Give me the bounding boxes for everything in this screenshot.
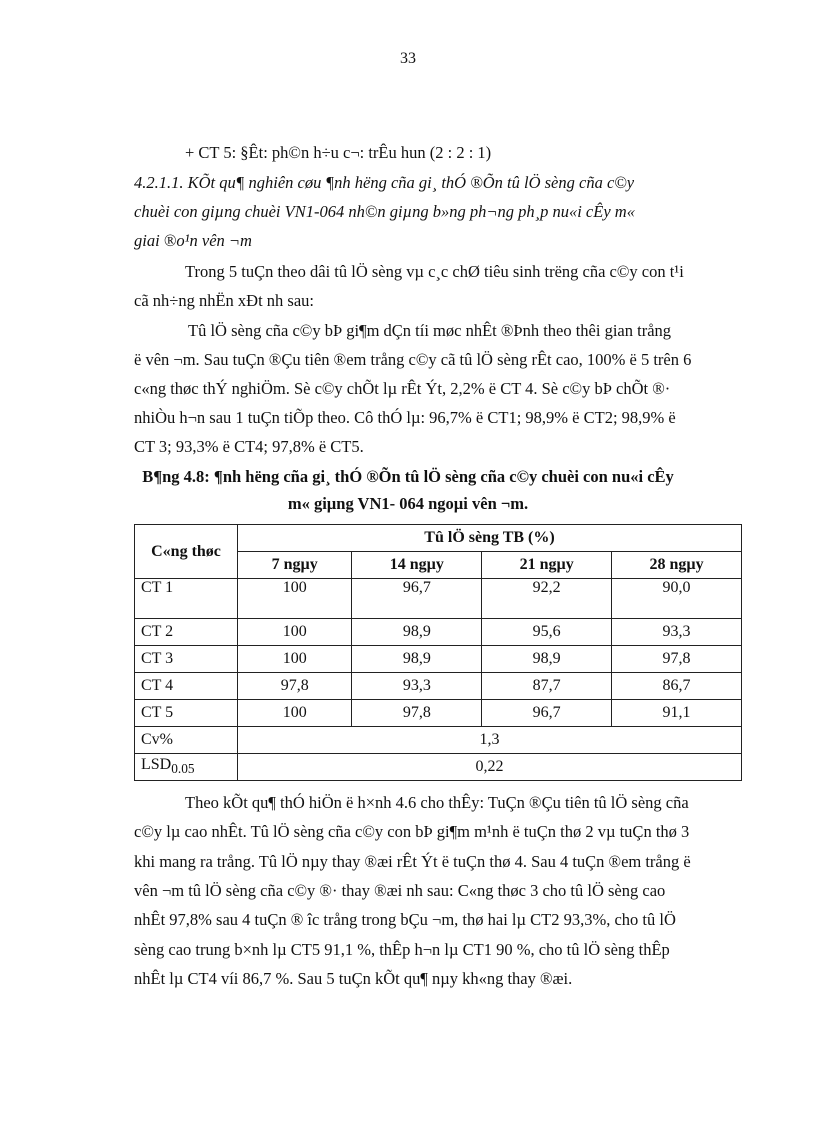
para3-line-1: Theo kÕt qu¶ thÓ hiÖn ë h×nh 4.6 cho thÊy: TuÇn ®Çu tiên tû lÖ sèng cña: [185, 793, 689, 812]
para2-line-5: CT 3; 93,3% ë CT4; 97,8% ë CT5.: [134, 437, 364, 456]
page-number: 33: [400, 50, 416, 67]
cell: 92,2: [482, 579, 612, 619]
cell: 95,6: [482, 619, 612, 646]
para3-line-4: vên ¬m tû lÖ sèng cña c©y ®· thay ®æi nh sau: C«ng thøc 3 cho tû lÖ sèng cao: [134, 881, 666, 900]
cell: 93,3: [612, 619, 742, 646]
cell: 96,7: [352, 579, 482, 619]
lsd-label: LSD: [141, 756, 172, 774]
header-day-21: 21 ngµy: [482, 552, 612, 579]
para1-line-2: cã nh÷ng nhËn xÐt nh sau:: [134, 291, 314, 310]
table-caption-line-2: m« giµng VN1- 064 ngoµi vên ¬m.: [287, 494, 529, 513]
cell: 91,1: [612, 700, 742, 727]
para3-line-2: c©y lµ cao nhÊt. Tû lÖ sèng cña c©y con bÞ gi¶m m¹nh ë tuÇn thø 2 vµ tuÇn thø 3: [134, 822, 690, 841]
cell: 90,0: [612, 579, 742, 619]
cell: 87,7: [482, 673, 612, 700]
table-row: [135, 619, 742, 646]
para3-line-5: nhÊt 97,8% sau 4 tuÇn ® îc trång trong bÇu ¬m, thø hai lµ CT2 93,3%, cho tû lÖ: [134, 910, 676, 929]
para2-line-1: Tû lÖ sèng cña c©y bÞ gi¶m dÇn tíi møc nhÊt ®Þnh theo thêi gian trång: [188, 321, 672, 340]
ct5-line: + CT 5: §Êt: ph©n h÷u c¬: trÊu hun (2 : 2 : 1): [185, 143, 492, 162]
section-heading-line-1: 4.2.1.1. KÕt qu¶ nghiên cøu ¶nh hëng cña gi¸ thÓ ®Õn tû lÖ sèng cña c©y: [134, 173, 635, 192]
cell: 100: [238, 700, 352, 727]
cell: 97,8: [352, 700, 482, 727]
para3-line-7: nhÊt lµ CT4 víi 86,7 %. Sau 5 tuÇn kÕt qu¶ nµy kh«ng thay ®æi.: [134, 969, 573, 988]
header-formula: C«ng thøc: [135, 525, 238, 579]
row-label: CT 3: [135, 646, 238, 673]
para2-line-4: nhiÒu h¬n sau 1 tuÇn tiÕp theo. Cô thÓ lµ: 96,7% ë CT1; 98,9% ë CT2; 98,9% ë: [134, 408, 676, 427]
section-heading-line-2: chuèi con giµng chuèi VN1-064 nh©n giµng b»ng ph¬ng ph¸p nu«i cÊy m«: [134, 202, 635, 221]
cell: 97,8: [612, 646, 742, 673]
table-row: [135, 646, 742, 673]
para1-line-1: Trong 5 tuÇn theo dâi tû lÖ sèng vµ c¸c chØ tiêu sinh trëng cña c©y con t¹i: [185, 262, 684, 281]
cell: 97,8: [238, 673, 352, 700]
row-label: CT 2: [135, 619, 238, 646]
header-day-14: 14 ngµy: [352, 552, 482, 579]
para2-line-2: ë vên ¬m. Sau tuÇn ®Çu tiên ®em trång c©y cã tû lÖ sèng rÊt cao, 100% ë 5 trên 6: [134, 350, 692, 369]
table-caption-line-1: B¶ng 4.8: ¶nh hëng cña gi¸ thÓ ®Õn tû lÖ sèng cña c©y chuèi con nu«i cÊy: [142, 467, 674, 486]
lsd-value: 0,22: [238, 754, 742, 781]
table-row: [135, 579, 742, 619]
table-row-cv: [135, 727, 742, 754]
header-day-28: 28 ngµy: [612, 552, 742, 579]
table-row: [135, 700, 742, 727]
header-survival-group: Tû lÖ sèng TB (%): [238, 525, 742, 552]
survival-rate-table: [134, 524, 742, 781]
cell: 98,9: [352, 619, 482, 646]
cell: 100: [238, 646, 352, 673]
row-label: CT 5: [135, 700, 238, 727]
cv-label: Cv%: [135, 727, 238, 754]
cell: 96,7: [482, 700, 612, 727]
cell: 98,9: [482, 646, 612, 673]
para2-line-3: c«ng thøc thÝ nghiÖm. Sè c©y chÕt lµ rÊt Ýt, 2,2% ë CT 4. Sè c©y bÞ chÕt ®·: [134, 379, 671, 398]
table-row-lsd: [135, 754, 742, 781]
para3-line-6: sèng cao trung b×nh lµ CT5 91,1 %, thÊp h¬n lµ CT1 90 %, cho tû lÖ sèng thÊp: [134, 940, 670, 959]
lsd-subscript: 0.05: [171, 761, 195, 777]
cv-value: 1,3: [238, 727, 742, 754]
table-row: [135, 673, 742, 700]
cell: 100: [238, 619, 352, 646]
cell: 100: [238, 579, 352, 619]
section-heading-line-3: giai ®o¹n vên ¬m: [134, 231, 252, 250]
lsd-label-cell: [135, 754, 238, 781]
cell: 86,7: [612, 673, 742, 700]
header-day-7: 7 ngµy: [238, 552, 352, 579]
cell: 98,9: [352, 646, 482, 673]
cell: 93,3: [352, 673, 482, 700]
para3-line-3: khi mang ra trång. Tû lÖ nµy thay ®æi rÊt Ýt ë tuÇn thø 4. Sau 4 tuÇn ®em trång ë: [134, 852, 691, 871]
row-label: CT 4: [135, 673, 238, 700]
row-label: CT 1: [135, 579, 238, 619]
